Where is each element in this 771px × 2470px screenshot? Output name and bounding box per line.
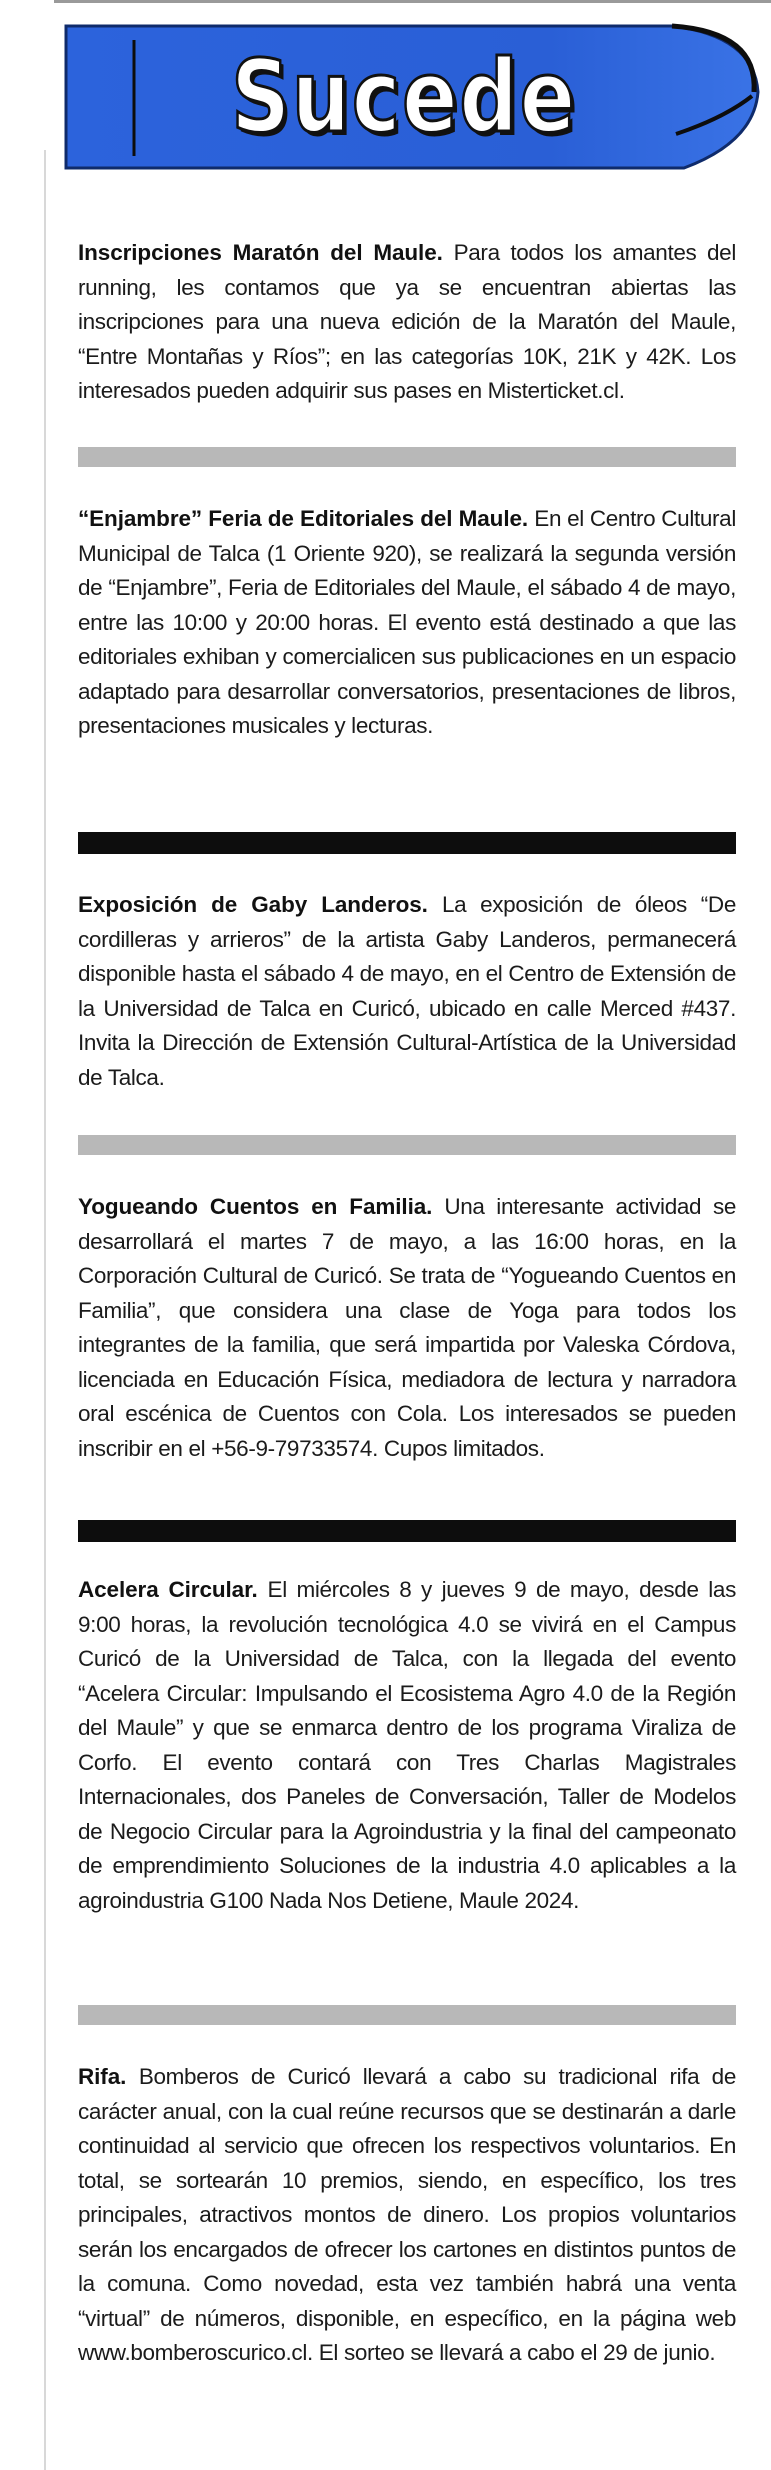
- article-maraton: [78, 236, 736, 409]
- article-headline: Inscripciones Maratón del Maule.: [78, 240, 454, 265]
- gray-separator: [78, 2005, 736, 2025]
- article-yogueando: [78, 1190, 736, 1466]
- article-headline: Exposición de Gaby Landeros.: [78, 892, 442, 917]
- section-banner: [64, 22, 764, 172]
- article-acelera: [78, 1573, 736, 1918]
- article-headline: “Enjambre” Feria de Editoriales del Maule.: [78, 506, 535, 531]
- article-rifa: [78, 2060, 736, 2371]
- section-title: Sucede: [231, 38, 577, 155]
- top-rule: [54, 0, 771, 3]
- article-body: Bomberos de Curicó llevará a cabo su tradicional rifa de carácter anual, con la cual reúne recursos que se destinarán a darle continuidad al servicio que ofrecen los respectivos voluntarios. En total, se sortearán 10 premios, siendo, en específico, los tres principales, atractivos montos de dinero. Los propios voluntarios serán los encargados de ofrecer los cartones en distintos puntos de la comuna. Como novedad, esta vez también habrá una venta “virtual” de números, disponible, en específico, en la página web www.bomberoscurico.cl. El sorteo se llevará a cabo el 29 de junio.: [78, 2064, 736, 2365]
- article-enjambre: [78, 502, 736, 744]
- article-headline: Rifa.: [78, 2064, 139, 2089]
- gray-separator: [78, 447, 736, 467]
- article-headline: Acelera Circular.: [78, 1577, 268, 1602]
- black-separator: [78, 832, 736, 854]
- article-body: La exposición de óleos “De cordilleras y arrieros” de la artista Gaby Landeros, permanecerá disponible hasta el sábado 4 de mayo, en el Centro de Extensión de la Universidad de Talca en Curicó, ubicado en calle Merced #437. Invita la Dirección de Extensión Cultural-Artística de la Universidad de Talca.: [78, 892, 736, 1090]
- gray-separator: [78, 1135, 736, 1155]
- black-separator: [78, 1520, 736, 1542]
- article-body: El miércoles 8 y jueves 9 de mayo, desde las 9:00 horas, la revolución tecnológica 4.0 se vivirá en el Campus Curicó de la Universidad de Talca, con la llegada del evento “Acelera Circular: Impulsando el Ecosistema Agro 4.0 de la Región del Maule” y que se enmarca dentro de los programa Viraliza de Corfo. El evento contará con Tres Charlas Magistrales Internacionales, dos Paneles de Conversación, Taller de Modelos de Negocio Circular para la Agroindustria y la final del campeonato de emprendimiento Soluciones de la industria 4.0 aplicables a la agroindustria G100 Nada Nos Detiene, Maule 2024.: [78, 1577, 736, 1913]
- article-body: En el Centro Cultural Municipal de Talca (1 Oriente 920), se realizará la segunda versión de “Enjambre”, Feria de Editoriales del Maule, el sábado 4 de mayo, entre las 10:00 y 20:00 horas. El evento está destinado a que las editoriales exhiban y comercialicen sus publicaciones en un espacio adaptado para desarrollar conversatorios, presentaciones de libros, presentaciones musicales y lecturas.: [78, 506, 736, 738]
- article-headline: Yogueando Cuentos en Familia.: [78, 1194, 445, 1219]
- article-body: Para todos los amantes del running, les contamos que ya se encuentran abiertas las inscripciones para una nueva edición de la Maratón del Maule, “Entre Montañas y Ríos”; en las categorías 10K, 21K y 42K. Los interesados pueden adquirir sus pases en Misterticket.cl.: [78, 240, 736, 403]
- column-guide-line: [44, 150, 46, 2470]
- article-body: Una interesante actividad se desarrollará el martes 7 de mayo, a las 16:00 horas, en la Corporación Cultural de Curicó. Se trata de “Yogueando Cuentos en Familia”, que considera una clase de Yoga para todos los integrantes de la familia, que será impartida por Valeska Córdova, licenciada en Educación Física, mediadora de lectura y narradora oral escénica de Cuentos con Cola. Los interesados se pueden inscribir en el +56-9-79733574. Cupos limitados.: [78, 1194, 737, 1461]
- article-exposicion: [78, 888, 736, 1095]
